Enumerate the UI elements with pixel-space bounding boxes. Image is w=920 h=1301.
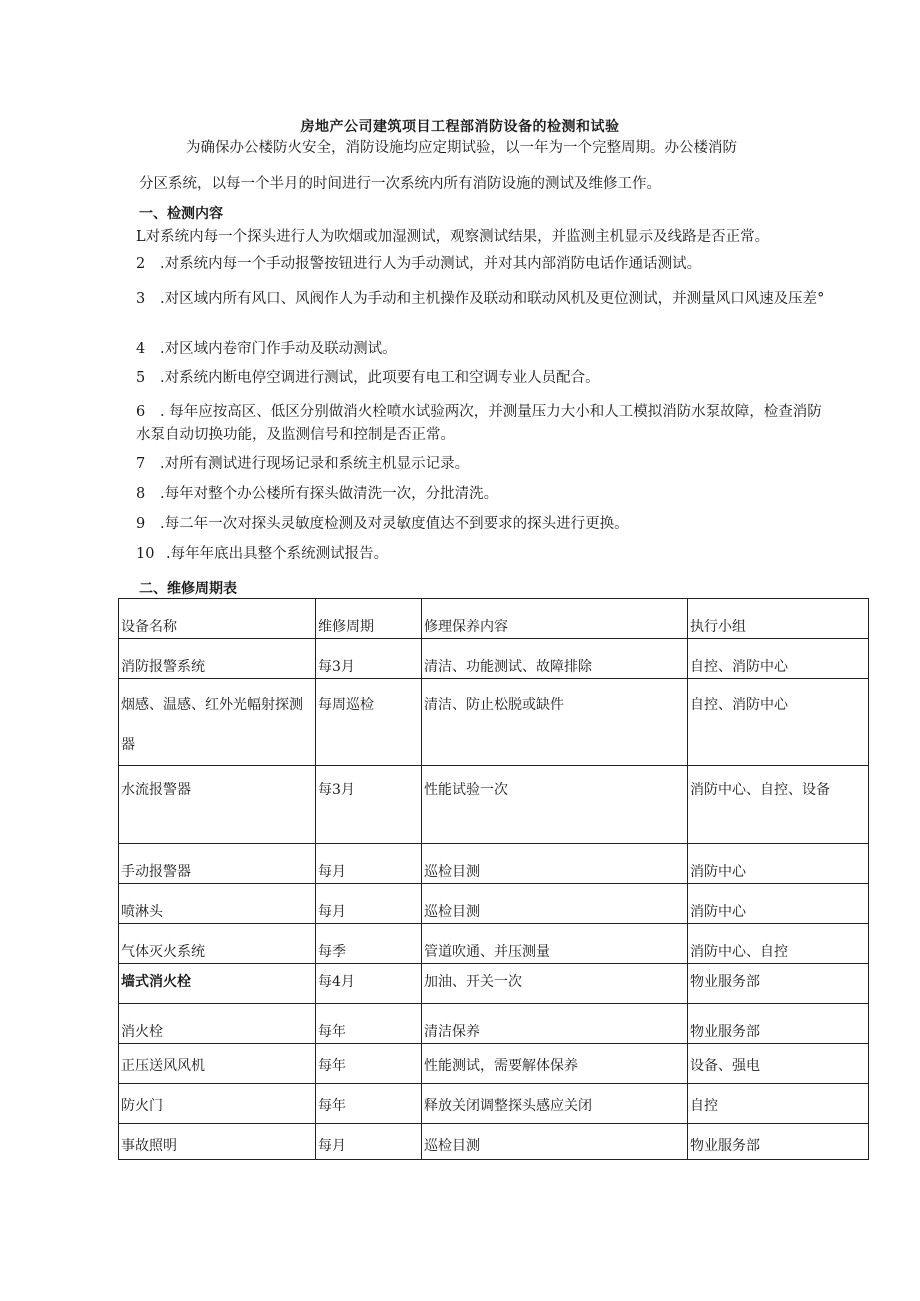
header-content: 修理保养内容 bbox=[422, 599, 688, 639]
item-number: 8 bbox=[136, 486, 146, 502]
item-text: .每年对整个办公楼所有探头做清洗一次，分批清洗。 bbox=[160, 486, 499, 502]
item-number: L bbox=[136, 229, 146, 245]
table-cell: 墙式消火栓 bbox=[119, 964, 316, 1004]
inspection-item-5 bbox=[136, 366, 600, 390]
section-heading-maintenance: 二、维修周期表 bbox=[139, 581, 237, 597]
section-heading-inspection: 一、检测内容 bbox=[139, 206, 223, 222]
table-cell: 每季 bbox=[316, 924, 422, 964]
inspection-item-1 bbox=[136, 225, 769, 249]
table-cell: 自控、消防中心 bbox=[688, 679, 869, 766]
table-cell: 每周巡检 bbox=[316, 679, 422, 766]
item-text: . 每年应按高区、低区分别做消火栓喷水试验两次，并测量压力大小和人工模拟消防水泵故障，检查消防水泵自动切换功能，及监测信号和控制是否正常。 bbox=[136, 404, 822, 443]
doc-title: 房地产公司建筑项目工程部消防设备的检测和试验 bbox=[300, 119, 620, 135]
item-number: 4 bbox=[136, 341, 146, 357]
table-cell: 气体灭火系统 bbox=[119, 924, 316, 964]
intro-line-2: 分区系统，以每一个半月的时间进行一次系统内所有消防设施的测试及维修工作。 bbox=[139, 176, 661, 192]
table-cell: 自控、消防中心 bbox=[688, 639, 869, 679]
table-cell: 消防中心 bbox=[688, 884, 869, 924]
table-cell: 消防报警系统 bbox=[119, 639, 316, 679]
item-number: 3 bbox=[136, 291, 146, 307]
item-text: .对系统内每一个手动报警按钮进行人为手动测试，并对其内部消防电话作通话测试。 bbox=[160, 256, 702, 272]
table-row bbox=[119, 1124, 869, 1160]
item-number: 5 bbox=[136, 370, 146, 386]
inspection-item-8 bbox=[136, 482, 498, 506]
header-cycle: 维修周期 bbox=[316, 599, 422, 639]
table-cell: 每年 bbox=[316, 1084, 422, 1124]
maintenance-table bbox=[118, 598, 869, 1160]
table-cell: 每年 bbox=[316, 1044, 422, 1084]
inspection-item-7 bbox=[136, 452, 469, 476]
table-header-row bbox=[119, 599, 869, 639]
table-cell: 消火栓 bbox=[119, 1004, 316, 1044]
table-cell: 防火门 bbox=[119, 1084, 316, 1124]
inspection-item-2 bbox=[136, 252, 701, 276]
table-cell: 烟感、温感、红外光幅射探测器 bbox=[119, 679, 316, 766]
item-number: 10 bbox=[136, 546, 155, 562]
inspection-item-9 bbox=[136, 512, 629, 536]
header-equipment: 设备名称 bbox=[119, 599, 316, 639]
item-text: .对系统内断电停空调进行测试，此项要有电工和空调专业人员配合。 bbox=[160, 370, 600, 386]
inspection-item-4 bbox=[136, 337, 397, 361]
table-cell: 每3月 bbox=[316, 766, 422, 844]
table-cell: 加油、开关一次 bbox=[422, 964, 688, 1004]
inspection-item-3 bbox=[136, 288, 836, 311]
table-cell: 巡检目测 bbox=[422, 1124, 688, 1160]
table-cell: 每月 bbox=[316, 884, 422, 924]
table-cell: 每年 bbox=[316, 1004, 422, 1044]
table-cell: 设备、强电 bbox=[688, 1044, 869, 1084]
item-text: .每二年一次对探头灵敏度检测及对灵敏度值达不到要求的探头进行更换。 bbox=[160, 516, 629, 532]
table-cell: 消防中心、自控、设备 bbox=[688, 766, 869, 844]
table-cell: 消防中心 bbox=[688, 844, 869, 884]
table-cell: 正压送风风机 bbox=[119, 1044, 316, 1084]
table-cell: 物业服务部 bbox=[688, 1004, 869, 1044]
item-number: 2 bbox=[136, 256, 146, 272]
inspection-item-10 bbox=[136, 542, 388, 566]
table-cell: 每月 bbox=[316, 844, 422, 884]
table-cell: 水流报警器 bbox=[119, 766, 316, 844]
table-row bbox=[119, 1044, 869, 1084]
item-text: 对系统内每一个探头进行人为吹烟或加湿测试，观察测试结果，并监测主机显示及线路是否正常。 bbox=[145, 229, 770, 245]
table-cell: 每4月 bbox=[316, 964, 422, 1004]
table-row bbox=[119, 1084, 869, 1124]
table-cell: 巡检目测 bbox=[422, 884, 688, 924]
item-text: .每年年底出具整个系统测试报告。 bbox=[166, 546, 389, 562]
table-row bbox=[119, 924, 869, 964]
table-row bbox=[119, 679, 869, 766]
table-row bbox=[119, 964, 869, 1004]
table-cell: 每3月 bbox=[316, 639, 422, 679]
item-number: 9 bbox=[136, 516, 146, 532]
table-cell: 性能试验一次 bbox=[422, 766, 688, 844]
table-cell: 巡检目测 bbox=[422, 844, 688, 884]
table-cell: 物业服务部 bbox=[688, 1124, 869, 1160]
table-row bbox=[119, 884, 869, 924]
table-cell: 管道吹通、并压测量 bbox=[422, 924, 688, 964]
item-number: 6 bbox=[136, 404, 146, 420]
table-cell: 消防中心、自控 bbox=[688, 924, 869, 964]
header-team: 执行小组 bbox=[688, 599, 869, 639]
item-text: .对区域内所有风口、风阀作人为手动和主机操作及联动和联动风机及更位测试，并测量风口风速及压差° bbox=[160, 291, 825, 307]
table-cell: 释放关闭调整探头感应关闭 bbox=[422, 1084, 688, 1124]
item-text: .对所有测试进行现场记录和系统主机显示记录。 bbox=[160, 456, 470, 472]
table-cell: 物业服务部 bbox=[688, 964, 869, 1004]
table-row bbox=[119, 766, 869, 844]
table-cell: 手动报警器 bbox=[119, 844, 316, 884]
table-row bbox=[119, 844, 869, 884]
table-cell: 清洁、功能测试、故障排除 bbox=[422, 639, 688, 679]
table-cell: 事故照明 bbox=[119, 1124, 316, 1160]
item-text: .对区域内卷帘门作手动及联动测试。 bbox=[160, 341, 397, 357]
item-number: 7 bbox=[136, 456, 146, 472]
table-cell: 自控 bbox=[688, 1084, 869, 1124]
table-cell: 清洁、防止松脱或缺件 bbox=[422, 679, 688, 766]
intro-line-1: 为确保办公楼防火安全，消防设施均应定期试验，以一年为一个完整周期。办公楼消防 bbox=[186, 140, 737, 156]
table-row bbox=[119, 1004, 869, 1044]
table-cell: 每月 bbox=[316, 1124, 422, 1160]
inspection-item-6 bbox=[136, 401, 836, 447]
table-cell: 喷淋头 bbox=[119, 884, 316, 924]
table-cell: 清洁保养 bbox=[422, 1004, 688, 1044]
table-cell: 性能测试，需要解体保养 bbox=[422, 1044, 688, 1084]
